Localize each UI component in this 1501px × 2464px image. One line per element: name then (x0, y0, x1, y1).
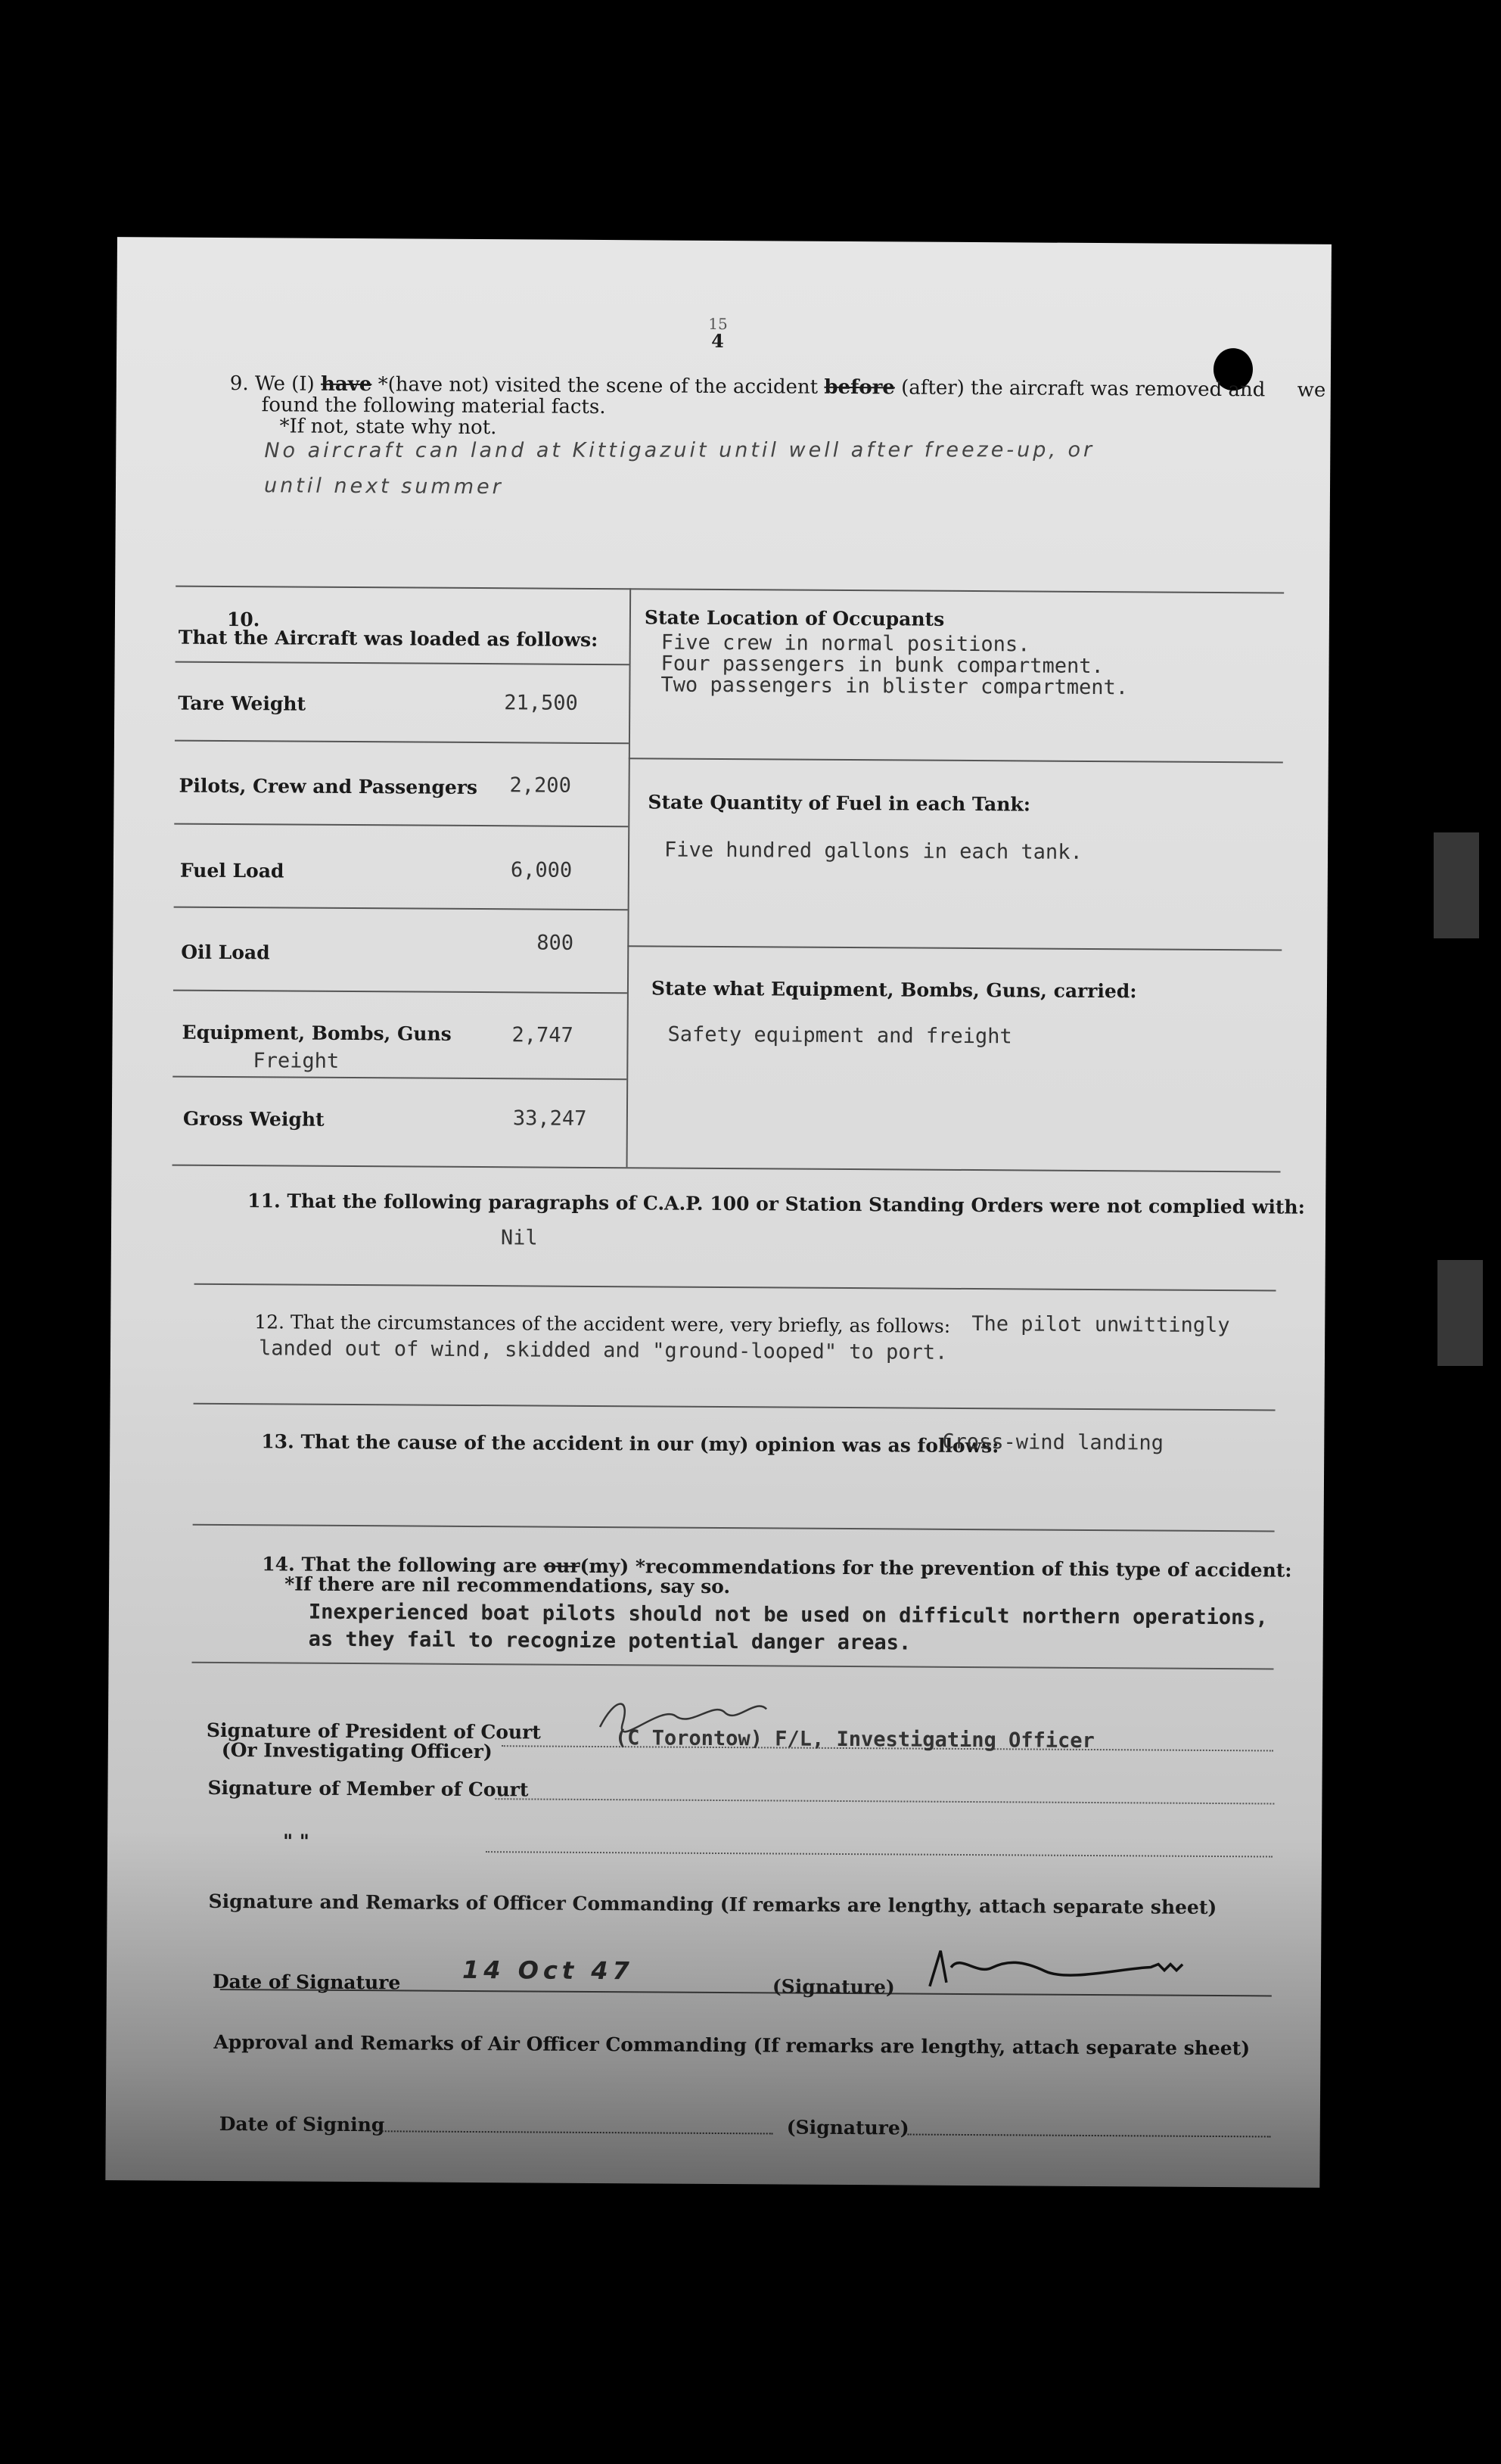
row-rule (629, 758, 1283, 763)
table-divider (626, 588, 632, 1167)
date-of-signature-label: Date of Signature (212, 1970, 401, 1994)
member-ditto: " " (282, 1830, 309, 1853)
officer-commanding-signature (924, 1945, 1226, 1999)
row-rule (174, 823, 628, 828)
occupants-label: State Location of Occupants (644, 606, 945, 630)
section-rule (193, 1524, 1275, 1532)
section-14-value-2: as they fail to recognize potential danger areas. (308, 1627, 912, 1655)
president-label: Signature of President of Court (206, 1719, 541, 1744)
section-14-label: 14. That the following are our(my) *recommendations for the prevention of this type of accident: (262, 1553, 1292, 1582)
officer-commanding-label: Signature and Remarks of Officer Commanding (If remarks are lengthy, attach separate sheet) (208, 1890, 1217, 1919)
crew-value: 2,200 (509, 773, 571, 798)
table-bottom-rule (172, 1165, 1281, 1173)
section-14-value-1: Inexperienced boat pilots should not be used on difficult northern operations, (308, 1600, 1268, 1630)
film-edge-mark (1437, 1260, 1483, 1366)
member-line (495, 1798, 1274, 1804)
row-rule (176, 661, 629, 666)
section-9-note: *If not, state why not. (279, 415, 497, 440)
equipment-label: Equipment, Bombs, Guns (182, 1021, 452, 1045)
section-rule (194, 1283, 1276, 1292)
section-9-line2: found the following material facts. (261, 394, 606, 419)
section-9-handwritten-2: until next summer (263, 474, 504, 499)
signature-label: (Signature) (772, 1975, 895, 1999)
gross-weight-label: Gross Weight (182, 1107, 325, 1131)
section-10-heading: That the Aircraft was loaded as follows: (178, 626, 598, 651)
fuel-tank-label: State Quantity of Fuel in each Tank: (648, 791, 1031, 816)
row-rule (175, 740, 629, 745)
row-rule (172, 1076, 626, 1081)
member-line-2 (486, 1851, 1273, 1857)
section-14-note: *If there are nil recommendations, say so. (284, 1573, 731, 1598)
section-9-number: 9. (229, 372, 249, 396)
section-rule (192, 1662, 1274, 1670)
occupants-line-1: Five crew in normal positions. (660, 630, 1030, 657)
equipment-carried-label: State what Equipment, Bombs, Guns, carried: (651, 977, 1137, 1003)
occupants-line-2: Four passengers in bunk compartment. (660, 652, 1104, 679)
gross-weight-value: 33,247 (512, 1106, 587, 1131)
fuel-load-value: 6,000 (510, 858, 573, 882)
investigating-officer-label: (Or Investigating Officer) (221, 1738, 493, 1763)
section-12-label: 12. That the circumstances of the accident were, very briefly, as follows: (254, 1311, 951, 1337)
section-10-number: 10. (226, 608, 260, 631)
section-12-value-2: landed out of wind, skidded and "ground-looped" to port. (258, 1336, 948, 1364)
oil-load-label: Oil Load (181, 941, 270, 964)
section-11-value: Nil (500, 1226, 538, 1250)
date-of-signature-value: 14 Oct 47 (461, 1955, 634, 1986)
air-officer-signature-line (908, 2134, 1271, 2138)
section-12-value-1: The pilot unwittingly (971, 1312, 1230, 1338)
table-top-rule (176, 586, 1284, 594)
tare-weight-label: Tare Weight (178, 692, 306, 715)
page-number: 15 (708, 314, 728, 334)
equipment-value: 2,747 (511, 1023, 573, 1047)
member-label: Signature of Member of Court (207, 1776, 529, 1801)
row-rule (173, 990, 627, 994)
section-rule (194, 1403, 1276, 1411)
row-rule (627, 945, 1282, 950)
date-of-signing-line (380, 2130, 773, 2134)
section-13-label: 13. That the cause of the accident in our (my) opinion was as follows: (261, 1430, 999, 1458)
president-signature-text: (C Torontow) F/L, Investigating Officer (614, 1726, 1095, 1753)
air-officer-label: Approval and Remarks of Air Officer Commanding (If remarks are lengthy, attach separate sheet) (213, 2030, 1251, 2060)
form-page (105, 237, 1332, 2188)
date-of-signing-label: Date of Signing (219, 2112, 385, 2136)
equipment-extra: Freight (253, 1049, 340, 1073)
section-11-label: 11. That the following paragraphs of C.A.P. 100 or Station Standing Orders were not complied with: (247, 1190, 1305, 1218)
crew-label: Pilots, Crew and Passengers (179, 774, 478, 799)
section-13-value: Cross-wind landing (942, 1430, 1164, 1455)
equipment-carried-value: Safety equipment and freight (667, 1022, 1012, 1049)
film-edge-mark (1434, 832, 1479, 938)
fuel-load-label: Fuel Load (179, 859, 284, 882)
signature-label-2: (Signature) (786, 2116, 909, 2139)
fuel-tank-value: Five hundred gallons in each tank. (663, 838, 1083, 864)
section-9-handwritten-1: No aircraft can land at Kittigazuit until well after freeze-up, or (264, 438, 1095, 463)
page-mark: 4 (711, 329, 724, 352)
tare-weight-value: 21,500 (504, 691, 578, 715)
occupants-line-3: Two passengers in blister compartment. (660, 673, 1129, 700)
section-9-line1: 9. We (I) have *(have not) visited the scene of the accident before (after) the aircraft was removed and we (229, 372, 1326, 402)
oil-load-value: 800 (536, 931, 574, 955)
row-rule (174, 907, 628, 911)
